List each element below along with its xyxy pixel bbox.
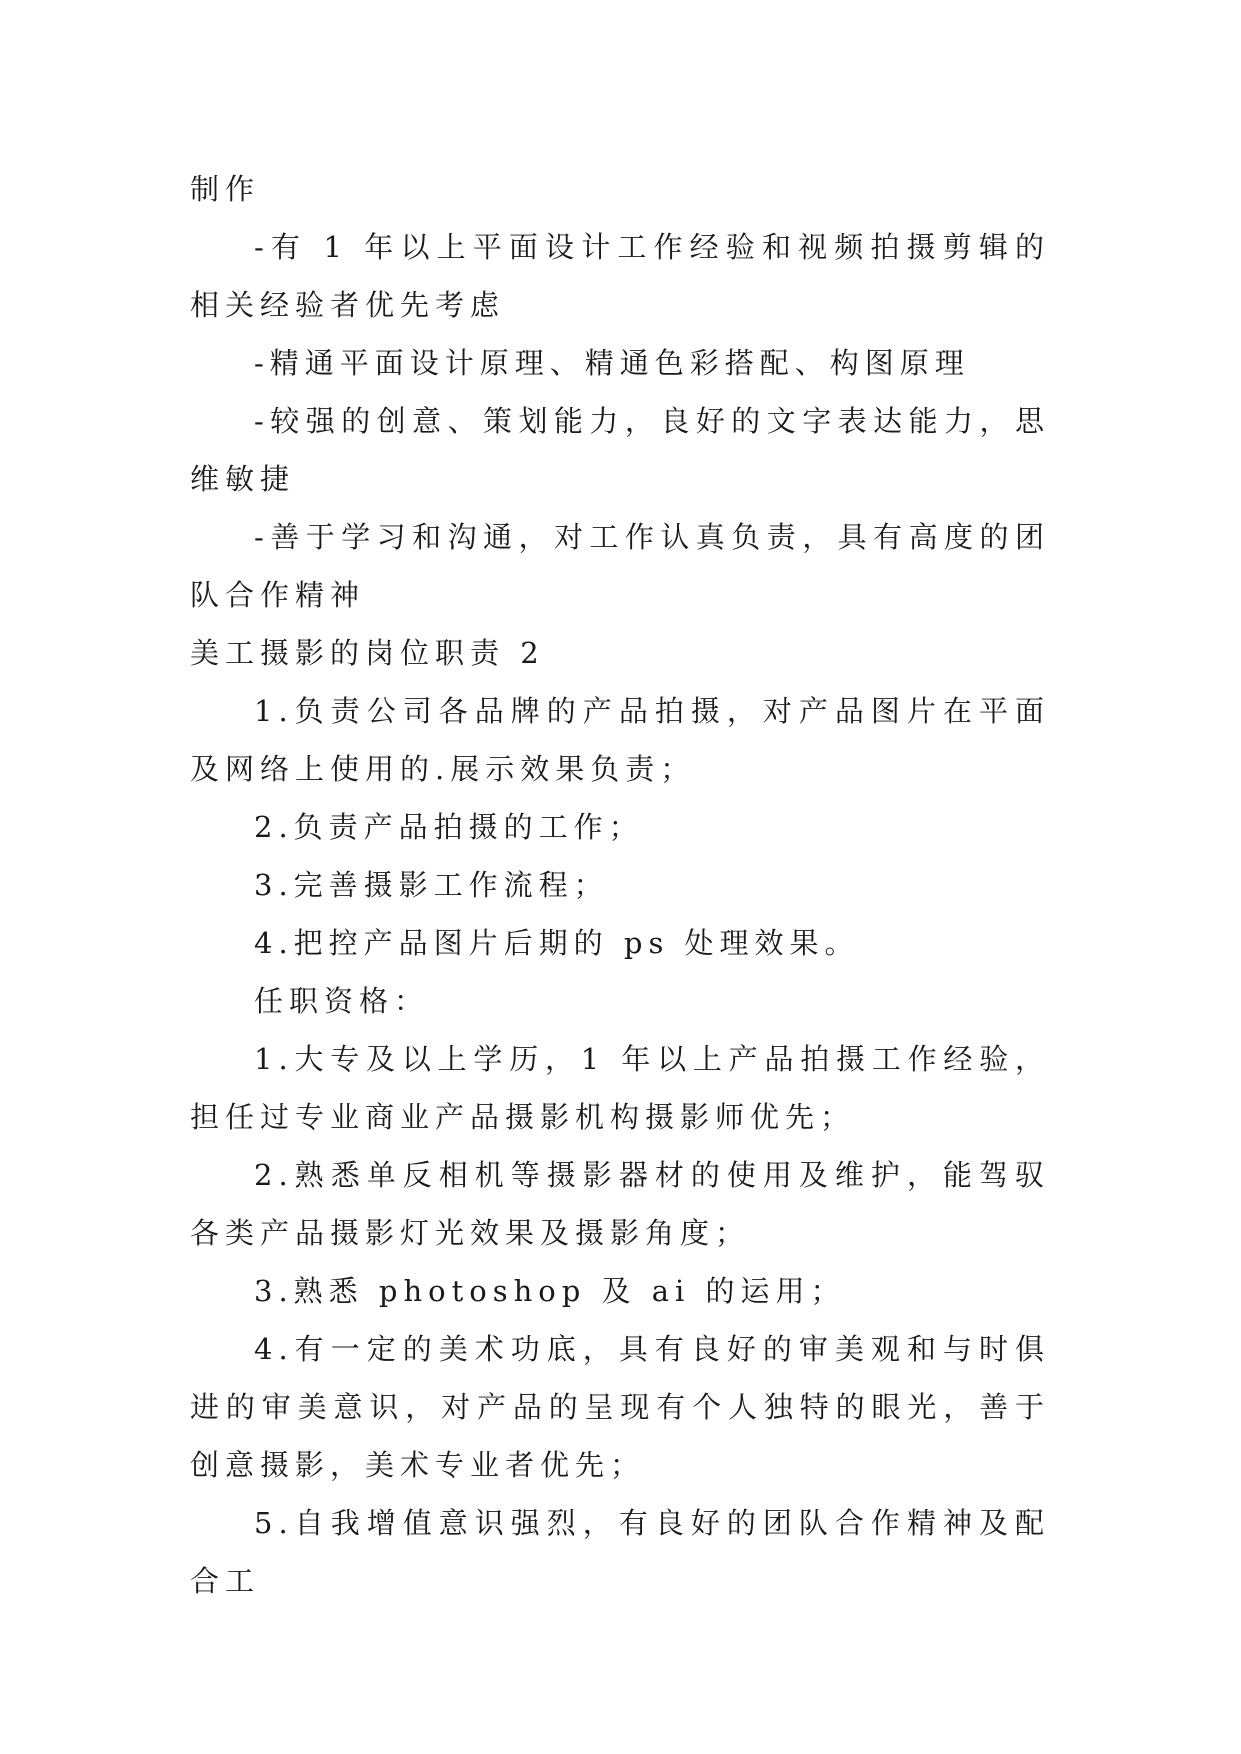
duty-item: 2.负责产品拍摄的工作； — [254, 810, 644, 844]
requirement-item: -善于学习和沟通，对工作认真负责，具有高度的团队合作精神 — [190, 520, 1050, 612]
section-heading: 美工摄影的岗位职责 2 — [190, 636, 545, 670]
document-body — [190, 160, 1050, 1610]
qualification-item: 3.熟悉 photoshop 及 ai 的运用； — [254, 1274, 846, 1308]
qualification-item: 4.有一定的美术功底，具有良好的审美观和与时俱进的审美意识，对产品的呈现有个人独特的眼光，善于创意摄影，美术专业者优先； — [190, 1332, 1050, 1482]
requirement-item: -有 1 年以上平面设计工作经验和视频拍摄剪辑的相关经验者优先考虑 — [190, 230, 1050, 322]
duty-item: 3.完善摄影工作流程； — [254, 868, 609, 902]
paragraph-continuation: 制作 — [190, 172, 261, 206]
duty-item: 4.把控产品图片后期的 ps 处理效果。 — [254, 926, 860, 960]
qualification-item: 5.自我增值意识强烈，有良好的团队合作精神及配合工 — [190, 1506, 1050, 1598]
requirement-item: -精通平面设计原理、精通色彩搭配、构图原理 — [254, 346, 970, 380]
duty-item: 1.负责公司各品牌的产品拍摄，对产品图片在平面及网络上使用的.展示效果负责； — [190, 694, 1050, 786]
requirement-item: -较强的创意、策划能力，良好的文字表达能力，思维敏捷 — [190, 404, 1050, 496]
qualification-item: 2.熟悉单反相机等摄影器材的使用及维护，能驾驭各类产品摄影灯光效果及摄影角度； — [190, 1158, 1050, 1250]
subsection-label: 任职资格： — [254, 984, 430, 1018]
qualification-item: 1.大专及以上学历，1 年以上产品拍摄工作经验，担任过专业商业产品摄影机构摄影师优先； — [190, 1042, 1050, 1134]
